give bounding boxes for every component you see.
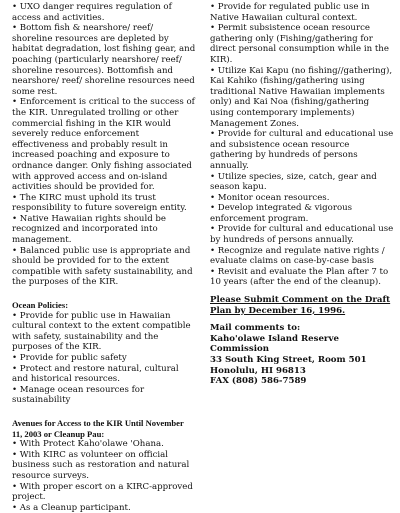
avenue-escort: • With proper escort on a KIRC-approved project. (12, 481, 193, 503)
address-line-commission: Commission (210, 344, 269, 355)
bullet-monitor: • Monitor ocean resources. (210, 192, 330, 203)
policy-sustainability: • Manage ocean resources for sustainability (12, 384, 145, 406)
left-column (12, 2, 198, 513)
policy-public-use: • Provide for public use in Hawaiian cultural context to the extent compatible with safety, sustainability and the purposes of the KIR. (12, 310, 191, 353)
ocean-policies-heading: Ocean Policies: (12, 300, 69, 311)
bullet-revisit-plan: • Revisit and evaluate the Plan after 7 to 10 years (after the end of the cleanup). (210, 266, 389, 288)
spacer (210, 316, 394, 323)
bullet-management-zones: • Utilize Kai Kapu (no fishing//gathering), Kai Kahiko (fishing/gathering using traditional Native Hawaiian implements only) and Kai Noa (fishing/gathering using contemporary implements) Management Zones. (210, 65, 393, 129)
policy-protect-restore: • Protect and restore natural, cultural and historical resources. (12, 363, 179, 385)
bullet-balanced-use: • Balanced public use is appropriate and should be provided for to the extent compatible with safety sustainability, and the purposes of the KIR. (12, 245, 193, 288)
avenue-ohana: • With Protect Kaho'olawe 'Ohana. (12, 439, 164, 450)
address-line-street: 33 South King Street, Room 501 (210, 355, 367, 365)
bullet-subsistence: • Permit subsistence ocean resource gathering only (Fishing/gathering for direct personal consumption while in the KIR). (210, 23, 389, 65)
bullet-cultural-use: • Provide for cultural and educational use by hundreds of persons annually. (210, 224, 394, 246)
avenues-heading: Avenues for Access to the KIR Until November 11, 2003 or Cleanup Pau: (12, 417, 184, 439)
bullet-trust: • The KIRC must uphold its trust responsibility to future sovereign entity. (12, 192, 187, 214)
avenue-cleanup: • As a Cleanup participant. (12, 502, 131, 513)
bullet-enforcement: • Enforcement is critical to the success of the KIR. Unregulated trolling or other commercial fishing in the KIR would severely reduce enforcement effectiveness and probably result in increased poaching and exposure to ordnance danger. Only fishing associated with approved access and on-island activities should be provided for. (12, 97, 195, 193)
bullet-enforcement-program: • Develop integrated & vigorous enforcement program. (210, 203, 353, 224)
policy-public-safety: • Provide for public safety (12, 353, 127, 363)
bullet-native-claims: • Recognize and regulate native rights / evaluate claims on case-by-case basis (210, 245, 385, 267)
bullet-uxo: • UXO danger requires regulation of access and activities. (12, 2, 172, 23)
bullet-bottom-fish: • Bottom fish & nearshore/ reef/ shoreline resources are depleted by habitat degradation, lost fishing gear, and poaching (particularly nearshore/ reef/ shoreline resources). Bottomfish and nearshore/ reef/ shoreline resources need some rest. (12, 23, 196, 97)
address-line-fax: FAX (808) 586-7589 (210, 376, 307, 387)
mail-label: Mail comments to: (210, 323, 301, 334)
address-line-city: Honolulu, HI 96813 (210, 365, 306, 376)
right-column (208, 2, 394, 400)
bullet-cultural-educational: • Provide for cultural and educational use and subsistence ocean resource gathering by hundreds of persons annually. (210, 129, 394, 171)
bullet-kapu: • Utilize species, size, catch, gear and season kapu. (210, 171, 377, 193)
submit-comment-notice: Please Submit Comment on the Draft Plan by December 16, 1996. (210, 295, 391, 316)
spacer (210, 288, 394, 295)
avenue-volunteer: • With KIRC as volunteer on official business such as restoration and natural resource surveys. (12, 449, 190, 481)
bullet-native-rights: • Native Hawaiian rights should be recognized and incorporated into management. (12, 213, 167, 246)
bullet-regulated-use: • Provide for regulated public use in Native Hawaiian cultural context. (210, 2, 370, 23)
address-line-org: Kaho'olawe Island Reserve (210, 333, 339, 344)
